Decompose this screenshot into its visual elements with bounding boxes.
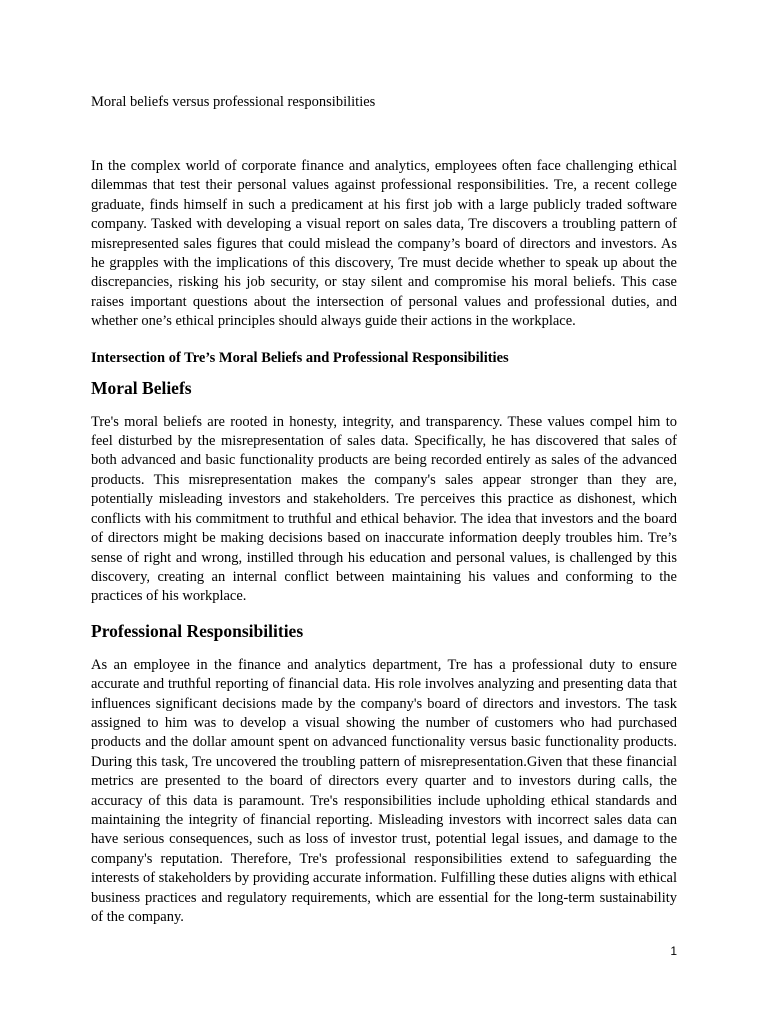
moral-beliefs-heading: Moral Beliefs: [91, 377, 192, 398]
professional-responsibilities-paragraph: As an employee in the finance and analytics department, Tre has a professional duty to ensure accurate and truthful reporting of financial data. His role involves analyzing and presenting data that influences significant decisions made by the company's board of directors and investors. The task assigned to him was to develop a visual showing the number of customers who had purchased products and the dollar amount spent on advanced functionality versus basic functionality products. During this task, Tre uncovered the troubling pattern of misrepresentation.Given that these financial metrics are presented to the board of directors every quarter and to investors during calls, the accuracy of this data is paramount. Tre's responsibilities include upholding ethical standards and maintaining the integrity of financial reporting. Misleading investors with incorrect sales data can have serious consequences, such as loss of investor trust, potential legal issues, and damage to the company's reputation. Therefore, Tre's professional responsibilities extend to safeguarding the interests of stakeholders by providing accurate information. Fulfilling these duties aligns with ethical business practices and regulatory requirements, which are essential for the long-term sustainability of the company.: [91, 656, 677, 925]
intro-paragraph: In the complex world of corporate finance and analytics, employees often face challenging ethical dilemmas that test their personal values against professional responsibilities. Tre, a recent college graduate, finds himself in such a predicament at his first job with a large publicly traded software company. Tasked with developing a visual report on sales data, Tre discovers a troubling pattern of misrepresented sales figures that could mislead the company’s board of directors and investors. As he grapples with the implications of this discovery, Tre must decide whether to speak up about the discrepancies, risking his job security, or stay silent and compromise his moral beliefs. This case raises important questions about the intersection of personal values and professional duties, and whether one’s ethical principles should always guide their actions in the workplace.: [91, 158, 677, 330]
professional-responsibilities-heading: Professional Responsibilities: [91, 620, 304, 641]
page-number: 1: [670, 944, 677, 958]
intersection-subheading: Intersection of Tre’s Moral Beliefs and Professional Responsibilities: [91, 349, 509, 366]
document-title: Moral beliefs versus professional responsibilities: [91, 94, 376, 110]
moral-beliefs-paragraph: Tre's moral beliefs are rooted in honesty, integrity, and transparency. These values compel him to feel disturbed by the misrepresentation of sales data. Specifically, he has discovered that sales of both advanced and basic functionality products are being recorded entirely as sales of the advanced products. This misrepresentation makes the company's sales appear stronger than they are, potentially misleading investors and stakeholders. Tre perceives this practice as dishonest, which conflicts with his commitment to truthful and ethical behavior. The idea that investors and the board of directors might be making decisions based on inaccurate information deeply troubles him. Tre’s sense of right and wrong, instilled through his education and personal values, is challenged by this discovery, creating an internal conflict between maintaining his values and conforming to the practices of his workplace.: [91, 413, 677, 605]
document-page: [91, 93, 677, 927]
